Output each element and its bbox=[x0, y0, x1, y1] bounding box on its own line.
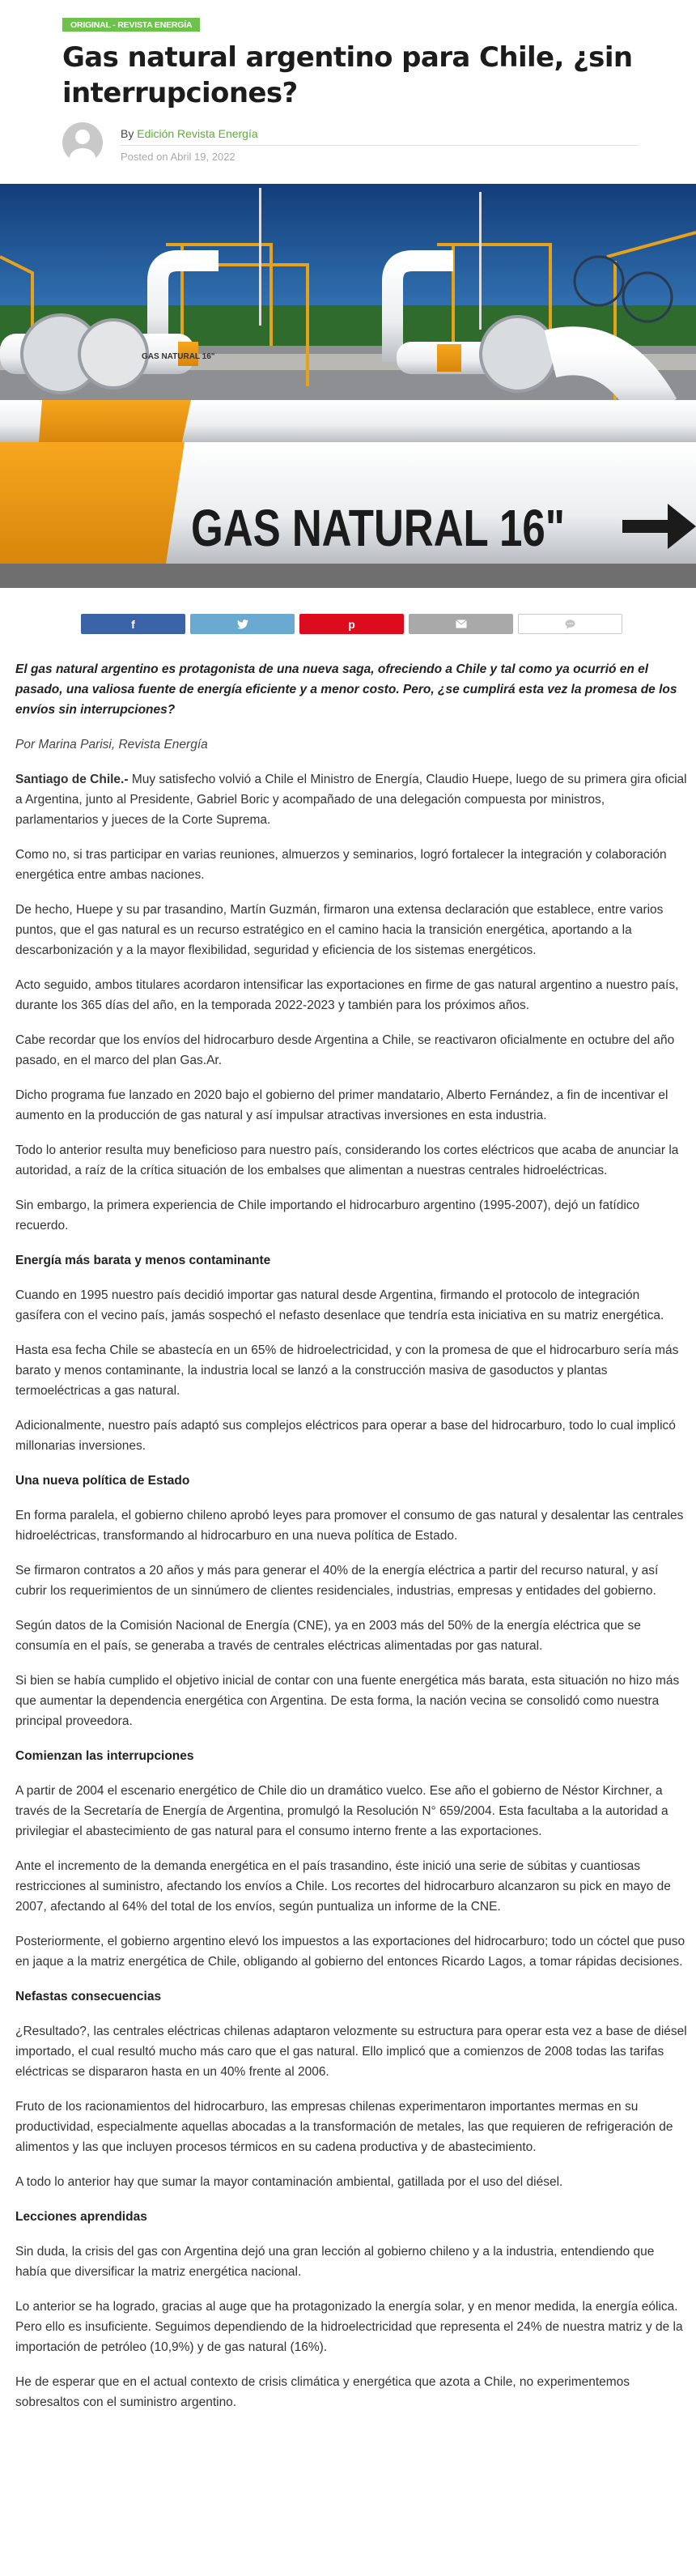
paragraph: He de esperar que en el actual contexto de crisis climática y energética que azota a Chile, no experimentemos sobresaltos con el suministro argentino. bbox=[15, 2375, 630, 2409]
paragraph: En forma paralela, el gobierno chileno aprobó leyes para promover el consumo de gas natural y desalentar las centrales hidroeléctricas, transformando al hidrocarburo en una nueva política de Estado. bbox=[15, 1509, 684, 1543]
email-icon bbox=[456, 620, 467, 628]
section-heading: Nefastas consecuencias bbox=[15, 1990, 162, 2003]
paragraph: ¿Resultado?, las centrales eléctricas chilenas adaptaron velozmente su estructura para operar esta vez a base de diésel importado, el cual resultó mucho más caro que el gas natural. Ello implicó que a comienzos de 2008 todas las tarifas eléctricas se dispararon hasta en un 40% frente al 2006. bbox=[15, 2025, 687, 2079]
section-heading: Lecciones aprendidas bbox=[15, 2210, 147, 2224]
comment-icon bbox=[565, 620, 575, 629]
article-content bbox=[15, 769, 687, 2412]
pinterest-icon: p bbox=[348, 617, 355, 631]
paragraph: Según datos de la Comisión Nacional de Energía (CNE), ya en 2003 más del 50% de la energía eléctrica que se consumía en el país, se generaba a través de centrales eléctricas alimentadas por gas natural. bbox=[15, 1619, 641, 1653]
paragraph: Adicionalmente, nuestro país adaptó sus complejos eléctricos para operar a base del hidrocarburo, todo lo cual implicó millonarias inversiones. bbox=[15, 1419, 676, 1453]
twitter-icon bbox=[237, 620, 248, 629]
paragraph: Posteriormente, el gobierno argentino elevó los impuestos a las exportaciones del hidrocarburo; todo un cóctel que puso en jaque a la matriz energética de Chile, obligando al gobierno del entonces Ricardo Lagos, a tomar rápidas decisiones. bbox=[15, 1935, 685, 1969]
share-twitter-button[interactable] bbox=[190, 614, 295, 634]
comment-button[interactable] bbox=[518, 614, 622, 634]
paragraph: Sin embargo, la primera experiencia de Chile importando el hidrocarburo argentino (1995-2007), dejó un fatídico recuerdo. bbox=[15, 1199, 640, 1233]
paragraph: Si bien se había cumplido el objetivo inicial de contar con una fuente energética más barata, esta situación no hizo más que aumentar la dependencia energética con Argentina. De esta forma, la nación vecina se consolidó como nuestra principal proveedora. bbox=[15, 1674, 680, 1728]
paragraph: Cuando en 1995 nuestro país decidió importar gas natural desde Argentina, firmando el protocolo de integración gasífera con el vecino país, jamás sospechó el nefasto desenlace que tendría esta iniciativa en su matriz energética. bbox=[15, 1288, 664, 1322]
paragraph: Como no, si tras participar en varias reuniones, almuerzos y seminarios, logró fortalecer la integración y colaboración energética entre ambas naciones. bbox=[15, 848, 667, 882]
paragraph: Cabe recordar que los envíos del hidrocarburo desde Argentina a Chile, se reactivaron oficialmente en octubre del año pasado, en el marco del plan Gas.Ar. bbox=[15, 1033, 675, 1067]
share-bar bbox=[81, 614, 622, 634]
facebook-icon: f bbox=[131, 617, 135, 631]
paragraph: Fruto de los racionamientos del hidrocarburo, las empresas chilenas experimentaron importantes mermas en su productividad, especialmente aquellas abocadas a la transformación de metales, las que requieren de refrigeración de alimentos y las que incluyen procesos térmicos en su cadena productiva y de abastecimiento. bbox=[15, 2100, 673, 2154]
pipe-label: GAS NATURAL 16" bbox=[191, 499, 565, 557]
paragraph: A partir de 2004 el escenario energético de Chile dio un dramático vuelco. Ese año el gobierno de Néstor Kirchner, a través de la Secretaría de Energía de Argentina, promulgó la Resolución N° 659/2004. Esta facultaba a la autoridad a privilegiar el abastecimiento de gas natural para el consumo interno frente a las exportaciones. bbox=[15, 1784, 668, 1838]
article-byline: Por Marina Parisi, Revista Energía bbox=[15, 738, 208, 752]
paragraph: Lo anterior se ha logrado, gracias al auge que ha protagonizado la energía solar, y en menor medida, la energía eólica. Pero ello es insuficiente. Seguimos dependiendo de la hidroelectricidad que representa el 24% de nuestra matriz y de la importación de petróleo (10,9%) y de gas natural (16%). bbox=[15, 2300, 683, 2354]
paragraph: De hecho, Huepe y su par trasandino, Martín Guzmán, firmaron una extensa declaración que establece, entre varios puntos, que el gas natural es un recurso estratégico en el camino hacia la transición energética, aportando a la descarbonización y a la mayor flexibilidad, seguridad y eficiencia de los sistemas energéticos. bbox=[15, 903, 664, 957]
paragraph: Sin duda, la crisis del gas con Argentina dejó una gran lección al gobierno chileno y a la industria, entendiendo que había que diversificar la matriz energética nacional. bbox=[15, 2245, 655, 2279]
paragraph-text: Muy satisfecho volvió a Chile el Ministro de Energía, Claudio Huepe, luego de su primera gira oficial a Argentina, junto al Presidente, Gabriel Boric y acompañado de una delegación compuesta por ministros, parlamentarios y jueces de la Corte Suprema. bbox=[15, 773, 687, 827]
page-title: Gas natural argentino para Chile, ¿sin interrupciones? bbox=[62, 41, 633, 109]
share-pinterest-button[interactable] bbox=[299, 614, 404, 634]
paragraph: Se firmaron contratos a 20 años y más para generar el 40% de la energía eléctrica a partir del recurso natural, y así cubrir los requerimientos de un sinnúmero de clientes residenciales, industrias, empresas y entidades del gobierno. bbox=[15, 1564, 659, 1598]
avatar[interactable] bbox=[62, 122, 103, 160]
hero-image bbox=[0, 184, 696, 588]
section-heading: Energía más barata y menos contaminante bbox=[15, 1254, 271, 1267]
post-meta bbox=[121, 127, 639, 163]
paragraph: A todo lo anterior hay que sumar la mayor contaminación ambiental, gatillada por el uso del diésel. bbox=[15, 2175, 563, 2189]
user-placeholder-icon bbox=[62, 122, 103, 160]
gas-pipeline-photo bbox=[0, 184, 696, 588]
section-heading: Una nueva política de Estado bbox=[15, 1474, 190, 1488]
author-link[interactable]: Edición Revista Energía bbox=[137, 127, 258, 140]
post-date: Posted on Abril 19, 2022 bbox=[121, 151, 236, 163]
paragraph: Ante el incremento de la demanda energética en el país trasandino, éste inició una serie de súbitas y cuantiosas restricciones al suministro, afectando los envíos a Chile. Los recortes del hidrocarburo alcanzaron su pick en mayo de 2007, afectando al 64% del total de los envíos, según puntualiza un informe de la CNE. bbox=[15, 1859, 671, 1914]
article-body bbox=[15, 659, 687, 2427]
section-heading: Comienzan las interrupciones bbox=[15, 1749, 194, 1763]
article-header bbox=[62, 17, 639, 163]
share-facebook-button[interactable] bbox=[81, 614, 185, 634]
paragraph bbox=[15, 769, 687, 830]
paragraph: Todo lo anterior resulta muy beneficioso para nuestro país, considerando los cortes eléctricos que acaba de anunciar la autoridad, a raíz de la crítica situación de los embalses que alimentan a nuestras centrales hidroeléctricas. bbox=[15, 1143, 679, 1177]
paragraph: Acto seguido, ambos titulares acordaron intensificar las exportaciones en firme de gas natural argentino a nuestro país, durante los 365 días del año, en la temporada 2022-2023 y también para los próximos años. bbox=[15, 978, 679, 1012]
category-tag[interactable]: ORIGINAL - REVISTA ENERGÍA bbox=[62, 18, 200, 32]
paragraph: Dicho programa fue lanzado en 2020 bajo el gobierno del primer mandatario, Alberto Fernández, a fin de incentivar el aumento en la producción de gas natural y así impulsar atractivas inversiones en esta industria. bbox=[15, 1088, 668, 1122]
by-label: By bbox=[121, 127, 134, 140]
small-pipe-label: GAS NATURAL 16" bbox=[142, 352, 215, 361]
byline bbox=[121, 127, 639, 146]
author-row bbox=[62, 122, 639, 163]
paragraph: Hasta esa fecha Chile se abastecía en un 65% de hidroelectricidad, y con la promesa de que el hidrocarburo sería más barato y menos contaminante, la industria local se lanzó a la construcción masiva de gasoductos y plantas termoeléctricas a gas natural. bbox=[15, 1343, 679, 1398]
dateline: Santiago de Chile.- bbox=[15, 773, 129, 786]
article-lead: El gas natural argentino es protagonista de una nueva saga, ofreciendo a Chile y tal como ya ocurrió en el pasado, una valiosa fuente de energía eficiente y a menor costo. Pero, ¿se cumplirá esta vez la promesa de los envíos sin interrupciones? bbox=[15, 662, 677, 717]
share-email-button[interactable] bbox=[409, 614, 513, 634]
